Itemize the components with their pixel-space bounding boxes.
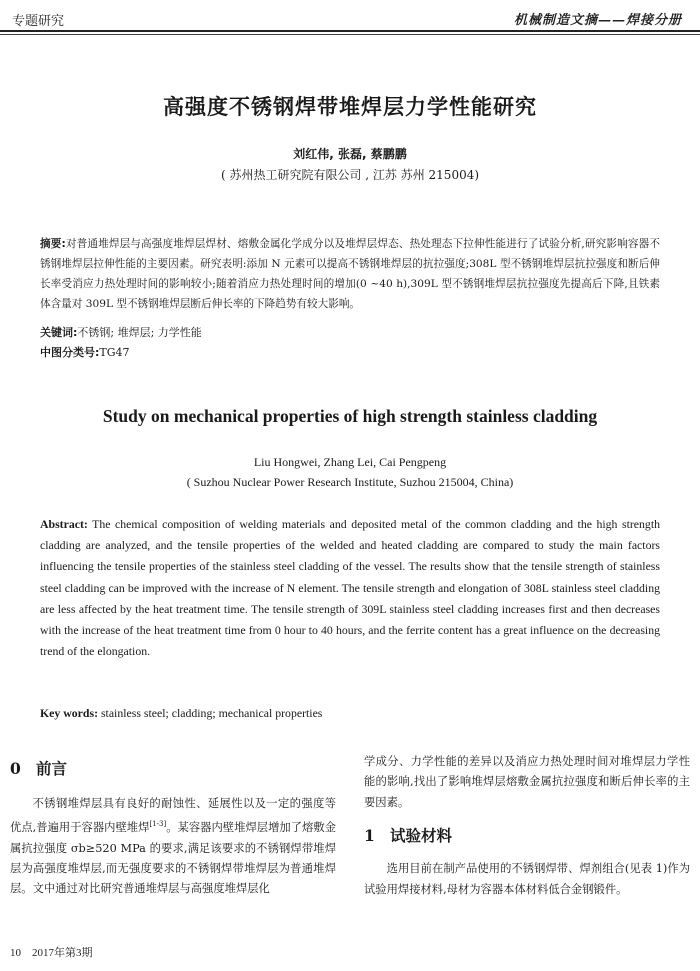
body-column-right: [364, 752, 690, 900]
section-0-text-a: 不锈钢堆焊层具有良好的耐蚀性、延展性以及一定的强度等优点,普遍用于容器内壁堆焊: [10, 797, 336, 835]
keywords-chinese: [40, 323, 660, 343]
classification-code: TG47: [99, 346, 130, 359]
classification-chinese: [40, 343, 660, 363]
abstract-english-text: The chemical composition of welding materials and deposited metal of the common cladding and the high strength cladding are analyzed, and the tensile properties of the welded and heated cladding are compared to study the main factors influencing the tensile properties of the stainless steel cladding of the vessel. The results show that the tensile strength of stainless steel cladding can be improved with the increase of N element. The tensile strength and elongation of 308L stainless steel cladding are less affected by the heat treatment time. The tensile strength of 309L stainless steel cladding increases first and then decreases with the increase of the heat treatment time from 0 hour to 40 hours, and the ferrite content has a great influence on the decreasing trend of the elongation.: [40, 517, 660, 659]
abstract-chinese-label: 摘要:: [40, 238, 66, 250]
header-rule: [0, 30, 700, 32]
abstract-english-label: Abstract:: [40, 517, 88, 531]
keywords-chinese-label: 关键词:: [40, 326, 78, 339]
title-english: Study on mechanical properties of high strength stainless cladding: [102, 406, 598, 426]
keywords-english-label: Key words:: [40, 706, 98, 720]
page-number: 10: [10, 947, 21, 959]
title-chinese: 高强度不锈钢焊带堆焊层力学性能研究: [163, 95, 537, 119]
abstract-english: [40, 514, 660, 662]
section-1-title: 试验材料: [390, 826, 453, 846]
right-column-continuation: 学成分、力学性能的差异以及消应力热处理时间对堆焊层力学性能的影响,找出了影响堆焊层熔敷金属抗拉强度和断后伸长率的主要因素。: [364, 755, 690, 809]
section-1-heading: [364, 825, 690, 847]
section-0-number: 0: [10, 759, 21, 778]
header-rule-thin: [0, 34, 700, 35]
section-0-paragraph: [10, 794, 336, 900]
section-1-paragraph: 选用目前在制产品使用的不锈钢焊带、焊剂组合(见表 1)作为试验用焊接材料,母材为容器本体材料低合金钢锻件。: [364, 862, 690, 896]
keywords-english: [40, 706, 660, 721]
authors-chinese: 刘红伟, 张磊, 蔡鹏鹏: [293, 147, 407, 161]
section-0-title: 前言: [36, 759, 68, 778]
citation-ref: [1-3]: [149, 820, 167, 829]
header-journal-name: 机械制造文摘——焊接分册: [513, 13, 682, 28]
section-1-number: 1: [364, 826, 375, 846]
keywords-english-text: stainless steel; cladding; mechanical properties: [100, 706, 323, 720]
affiliation-chinese: ( 苏州热工研究院有限公司 , 江苏 苏州 215004): [220, 168, 480, 182]
authors-english: Liu Hongwei, Zhang Lei, Cai Pengpeng: [253, 455, 447, 469]
classification-label: 中图分类号:: [40, 346, 100, 359]
section-0-heading: [10, 758, 336, 780]
abstract-chinese-text: 对普通堆焊层与高强度堆焊层焊材、熔敷金属化学成分以及堆焊层焊态、热处理态下拉伸性能进行了试验分析,研究影响容器不锈钢堆焊层拉伸性能的主要因素。研究表明:添加 N 元素可以提高不锈钢堆焊层的抗拉强度;308L 型不锈钢堆焊层抗拉强度和断后伸长率受消应力热处理时间的影响较小;随着消应力热处理时间的增加(0 ~40 h),309L 型不锈钢堆焊层抗拉强度先提高后下降,且铁素体含量对 309L 型不锈钢堆焊层断后伸长率的下降趋势有较大影响。: [40, 238, 660, 310]
page-footer: [10, 944, 93, 960]
section-0-text-b: 。某容器内壁堆焊层增加了熔敷金属抗拉强度 σb≥520 MPa 的要求,满足该要求的不锈钢焊带堆焊层为高强度堆焊层,而无强度要求的不锈钢焊带堆焊层为普通堆焊层。文中通过对比研究普通堆焊层与高强度堆焊层化: [10, 821, 336, 896]
abstract-chinese: [40, 234, 660, 314]
keywords-chinese-text: 不锈钢; 堆焊层; 力学性能: [77, 326, 202, 339]
affiliation-english: ( Suzhou Nuclear Power Research Institute, Suzhou 215004, China): [186, 475, 514, 489]
body-column-left: [10, 758, 336, 900]
issue-label: 2017年第3期: [32, 947, 93, 959]
header-section-label: 专题研究: [12, 14, 65, 29]
